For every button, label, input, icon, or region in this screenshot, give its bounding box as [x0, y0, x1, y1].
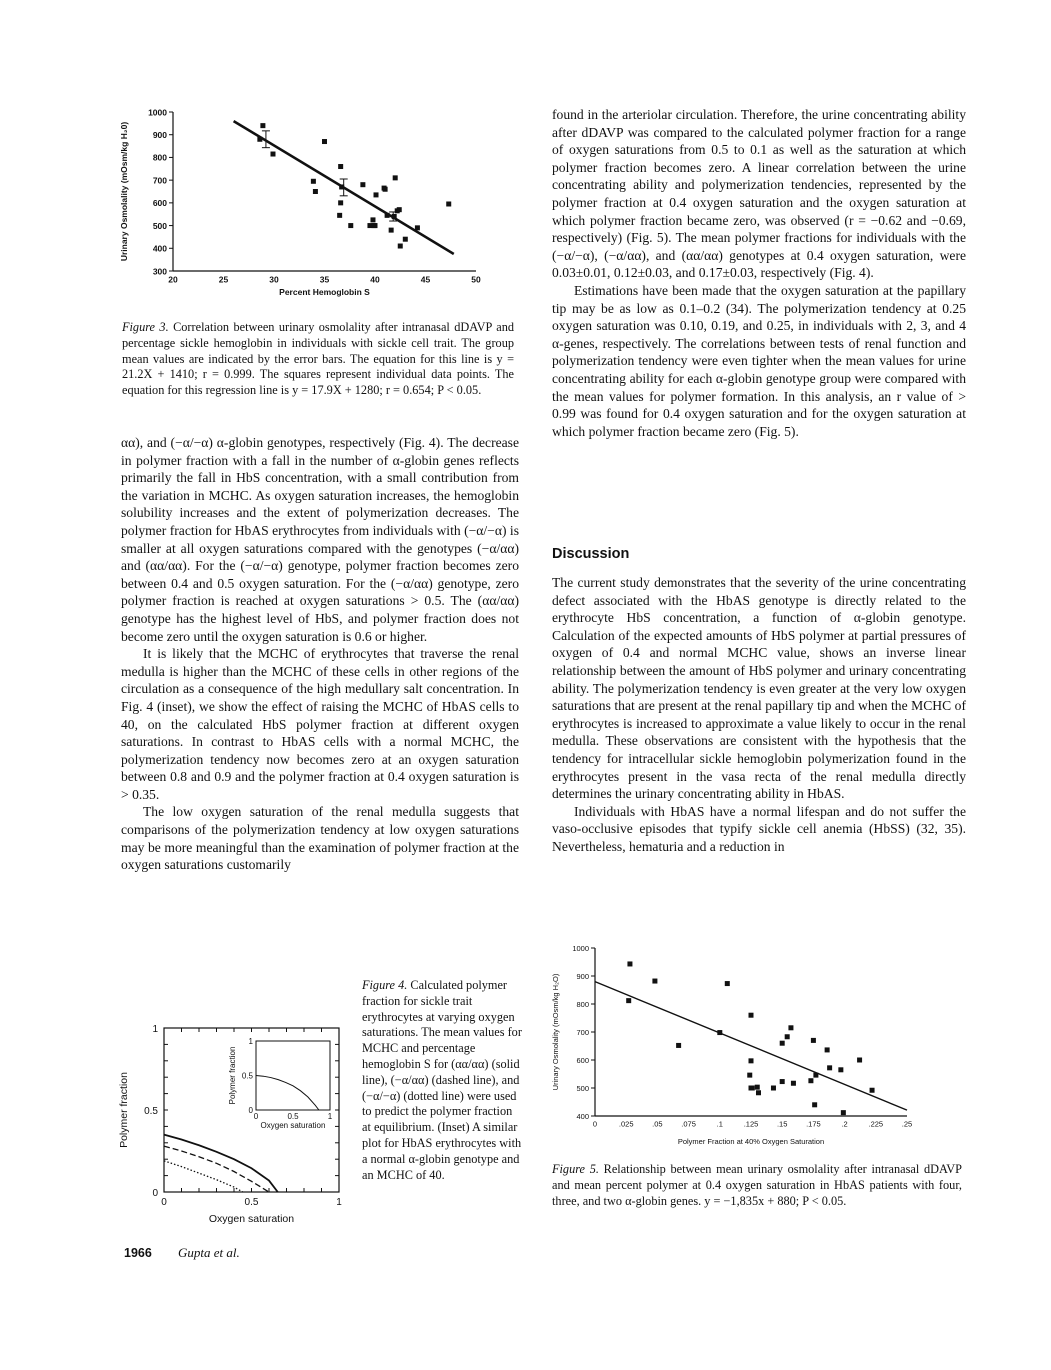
figure-3-plot [100, 92, 500, 302]
figure-4-caption-text: Calculated polymer fraction for sickle trait erythrocytes at varying oxygen saturations. The mean values for MCHC and percentage hemoglobin S for (αα/αα) (solid line), (−α/αα) (dashed line), and (−α/−α) (dotted line) were used to predict the polymer fraction at equilibrium. (Inset) A similar plot for HbAS erythrocytes with a normal α-globin genotype and an MCHC of 40. [362, 978, 522, 1182]
figure-5-caption [552, 1162, 962, 1209]
data-point-square [403, 237, 408, 242]
x-tick-label: .075 [681, 1119, 696, 1129]
inset-y-axis-label: Polymer fraction [228, 1046, 237, 1105]
right-paragraph-2: Estimations have been made that the oxygen saturation at the papillary tip may be as low as 0.1–0.2 (34). The polymerization tendency at 0.25 oxygen saturation was 0.10, 0.19, and 0.25, in individuals with 2, 3, and 4 α-genes, respectively. The correlations between tests of renal function and polymerization tendency were even tighter when the mean values for urine concentrating ability for each α-globin genotype group were compared with the mean values for polymer formation. In this analysis, an r value of > 0.99 was found for 0.4 oxygen saturation and for the oxygen saturation at which polymer fraction became zero (Fig. 5). [552, 282, 966, 439]
y-axis-label: Urinary Osmolality (mOsm/kg H₂O) [551, 973, 560, 1091]
data-point-square [750, 1086, 755, 1091]
data-point-square [270, 152, 275, 157]
left-paragraph-1: αα), and (−α/−α) α-globin genotypes, respectively (Fig. 4). The decrease in polymer fraction with a fall in the number of α-globin genes reflects primarily the fall in HbS concentration, with a small contribution from the variation in MCHC. As oxygen saturation increases, the hemoglobin solubility increases and the extent of polymerization decreases. The polymer fraction for HbAS erythrocytes from individuals with (−α/−α) is smaller at all oxygen saturations compared with the genotypes (−α/αα) and (αα/αα). For the (−α/−α) genotype, polymer fraction becomes zero between 0.4 and 0.5 oxygen saturation. For the (−α/αα) genotype, zero polymer fraction is reached at oxygen saturations > 0.5. The (αα/αα) genotype has the highest level of HbS, and polymer fraction does not become zero until the oxygen saturation is 0.6 or higher. [121, 435, 519, 644]
y-tick-label: 400 [152, 243, 167, 254]
x-tick-label: 20 [168, 274, 178, 285]
data-point-square [389, 228, 394, 233]
regression-line [234, 121, 454, 254]
data-point-square [838, 1067, 843, 1072]
curve-dotted [164, 1161, 243, 1192]
data-point-square [260, 123, 265, 128]
y-tick-label: 1 [152, 1024, 158, 1035]
data-point-square [857, 1058, 862, 1063]
x-tick-label: .025 [618, 1119, 634, 1129]
data-point-square [374, 192, 379, 197]
figure-4-caption-label: Figure 4. [362, 978, 408, 992]
data-point-square [370, 217, 375, 222]
x-tick-label: 25 [218, 274, 229, 285]
data-point-square [841, 1110, 846, 1115]
data-point-square [749, 1013, 754, 1018]
y-tick-label: 400 [576, 1111, 589, 1121]
discussion-paragraph-1: The current study demonstrates that the severity of the urine concentrating defect associated with the HbAS genotype is directly related to the erythrocyte HbS concentration, a function of α-globin genotype. Calculation of the expected amounts of HbS polymer at partial pressures of oxygen of 0.4 and normal MCHC value, shows an inverse linear relationship between the amount of HbS polymer and urinary concentrating ability. The polymerization tendency is even greater at the very low oxygen saturations that are present at the renal papillary tip and when the MCHC of erythrocytes is increased to approximate a value likely to occur in the renal medulla. These observations are consistent with the hypothesis that the tendency for intracellular sickle hemoglobin polymerization found in the erythrocytes present in the vasa recta of the renal medulla directly determines the urinary concentrating ability in HbAS. [552, 575, 966, 802]
data-point-square [785, 1034, 790, 1039]
data-point-square [749, 1058, 754, 1063]
x-tick-label: 40 [370, 274, 380, 285]
discussion-paragraph-2: Individuals with HbAS have a normal lifespan and do not suffer the vaso-occlusive episodes that typify sickle cell anemia (HbSS) (32, 35). Nevertheless, hematuria and a reduction in [552, 803, 966, 854]
data-point-square [788, 1025, 793, 1030]
data-point-square [311, 179, 316, 184]
data-point-square [808, 1078, 813, 1083]
data-point-square [338, 164, 343, 169]
data-point-square [827, 1065, 832, 1070]
data-point-square [725, 981, 730, 986]
x-tick-label: 0.5 [244, 1197, 259, 1208]
right-column-body [552, 106, 966, 440]
x-tick-label: .05 [652, 1119, 663, 1129]
x-tick-label: 0 [161, 1197, 167, 1208]
data-point-square [652, 979, 657, 984]
x-tick-label: 1 [336, 1197, 342, 1208]
figure-5-caption-text: Relationship between mean urinary osmolality after intranasal dDAVP and mean percent polymer at 0.4 oxygen saturation in HbAS patients with four, three, and two α-globin genes. y = −1,835x + 880; P < 0.05. [552, 1162, 963, 1208]
data-point-square [780, 1079, 785, 1084]
figure-3-chart [100, 92, 500, 302]
data-point-square [825, 1047, 830, 1052]
data-point-square [627, 961, 632, 966]
page-number: 1966 [124, 1246, 152, 1260]
data-point-square [756, 1090, 761, 1095]
data-point-square [383, 187, 388, 192]
y-tick-label: 600 [152, 198, 167, 209]
data-point-square [360, 182, 365, 187]
data-point-square [780, 1041, 785, 1046]
figure-5-chart [540, 940, 920, 1155]
x-tick-label: 45 [420, 274, 431, 285]
x-tick-label: .25 [901, 1119, 913, 1129]
y-axis-label: Urinary Osmolality (mOsm/kg H₂0) [119, 121, 129, 262]
left-paragraph-3: The low oxygen saturation of the renal medulla suggests that comparisons of the polymerization tendency at low oxygen saturations may be more meaningful than the examination of polymer fraction at the oxygen saturations customarily [121, 804, 519, 873]
inset-x-axis-label: Oxygen saturation [260, 1121, 326, 1130]
inset-x-tick-label: 0.5 [287, 1112, 299, 1121]
figure-3-caption-label: Figure 3. [122, 320, 169, 334]
inset-x-tick-label: 1 [327, 1112, 333, 1121]
y-tick-label: 700 [152, 175, 167, 186]
data-point-square [313, 189, 318, 194]
y-tick-label: 500 [576, 1083, 589, 1093]
y-tick-label: 0 [152, 1188, 158, 1199]
discussion-body [552, 574, 966, 856]
data-point-square [870, 1088, 875, 1093]
data-point-square [626, 998, 631, 1003]
figure-4-caption [362, 978, 522, 1183]
y-tick-label: 1000 [572, 943, 589, 953]
x-axis-label: Percent Hemoglobin S [279, 287, 370, 297]
x-axis-label: Oxygen saturation [208, 1213, 295, 1225]
x-tick-label: .2 [841, 1119, 848, 1129]
regression-line [595, 982, 907, 1111]
x-tick-label: 0 [592, 1119, 598, 1129]
data-point-square [747, 1073, 752, 1078]
data-point-square [755, 1085, 760, 1090]
y-tick-label: 700 [576, 1027, 589, 1037]
x-tick-label: 35 [319, 274, 330, 285]
y-tick-label: 900 [152, 129, 167, 140]
x-tick-label: .175 [806, 1119, 821, 1129]
y-tick-label: 800 [576, 999, 589, 1009]
data-point-square [446, 201, 451, 206]
left-paragraph-2: It is likely that the MCHC of erythrocytes that traverse the renal medulla is higher than the MCHC of these cells in other regions of the circulation as a consequence of the high medullary salt concentration. In Fig. 4 (inset), we show the effect of raising the MCHC of HbAS cells to 40, on the calculated HbS polymer fraction at different oxygen saturations. In contrast to HbAS cells with a normal MCHC, the polymerization tendency now becomes zero at an oxygen saturation between 0.8 and 0.9 and the polymer fraction at 0.4 oxygen saturation is > 0.35. [121, 646, 519, 802]
figure-3-caption-text: Correlation between urinary osmolality after intranasal dDAVP and percentage sickle hemoglobin in individuals with sickle cell trait. The group mean values are indicated by the error bars. The equation for this line is y = 21.2X + 1410; r = 0.999. The squares represent individual data points. The equation for this regression line is y = 17.9X + 1280; r = 0.654; P < 0.05. [122, 320, 514, 398]
x-tick-label: 30 [269, 274, 279, 285]
data-point-square [337, 213, 342, 218]
x-tick-label: .225 [868, 1119, 884, 1129]
y-tick-label: 500 [152, 220, 167, 231]
data-point-square [811, 1038, 816, 1043]
figure-5-plot [540, 940, 920, 1155]
x-tick-label: .125 [743, 1119, 759, 1129]
figure-5-caption-label: Figure 5. [552, 1162, 599, 1176]
inset-x-tick-label: 0 [253, 1112, 259, 1121]
y-axis-label: Polymer fraction [118, 1072, 130, 1148]
y-tick-label: 900 [576, 971, 589, 981]
running-author: Gupta et al. [178, 1245, 240, 1260]
data-point-square [791, 1081, 796, 1086]
y-tick-label: 0.5 [144, 1106, 158, 1117]
figure-4-chart [110, 1010, 355, 1230]
left-column-body [121, 434, 519, 874]
data-point-square [812, 1102, 817, 1107]
y-tick-label: 1000 [148, 107, 167, 118]
data-point-square [373, 223, 378, 228]
curve-solid [164, 1135, 278, 1192]
data-point-square [322, 139, 327, 144]
data-point-square [393, 175, 398, 180]
right-paragraph-1: found in the arteriolar circulation. Therefore, the urine concentrating ability after dDAVP was compared to the calculated polymer fraction for a range of oxygen saturations from 0.5 to 0.1 as well as the saturation at which polymer fraction becomes zero. A linear correlation between the urine concentrating ability and polymerization tendencies, represented by the polymer fraction at 0.4 oxygen saturation and the oxygen saturation at which polymer fraction became zero, was observed (r = −0.62 and −0.69, respectively) (Fig. 5). The mean polymer fractions for individuals with the (−α/−α), (−α/αα), and (αα/αα) genotypes at 0.4 oxygen saturation, were 0.03±0.01, 0.12±0.03, and 0.17±0.03, respectively (Fig. 4). [552, 107, 966, 281]
data-point-square [676, 1043, 681, 1048]
y-tick-label: 300 [152, 266, 167, 277]
data-point-square [398, 244, 403, 249]
inset-y-tick-label: 0.5 [241, 1071, 253, 1081]
y-tick-label: 800 [152, 152, 167, 163]
data-point-square [771, 1086, 776, 1091]
x-tick-label: .1 [716, 1119, 723, 1129]
x-tick-label: 50 [471, 274, 481, 285]
data-point-square [397, 207, 402, 212]
discussion-heading: Discussion [552, 546, 630, 562]
figure-3-caption [122, 320, 514, 399]
inset-y-tick-label: 1 [248, 1037, 253, 1046]
x-axis-label: Polymer Fraction at 40% Oxygen Saturation [677, 1137, 825, 1146]
figure-4-plot [110, 1010, 355, 1230]
data-point-square [348, 223, 353, 228]
inset-frame [256, 1041, 330, 1110]
x-tick-label: .15 [776, 1119, 788, 1129]
y-tick-label: 600 [576, 1055, 589, 1065]
data-point-square [338, 200, 343, 205]
inset-y-tick-label: 0 [248, 1106, 253, 1115]
